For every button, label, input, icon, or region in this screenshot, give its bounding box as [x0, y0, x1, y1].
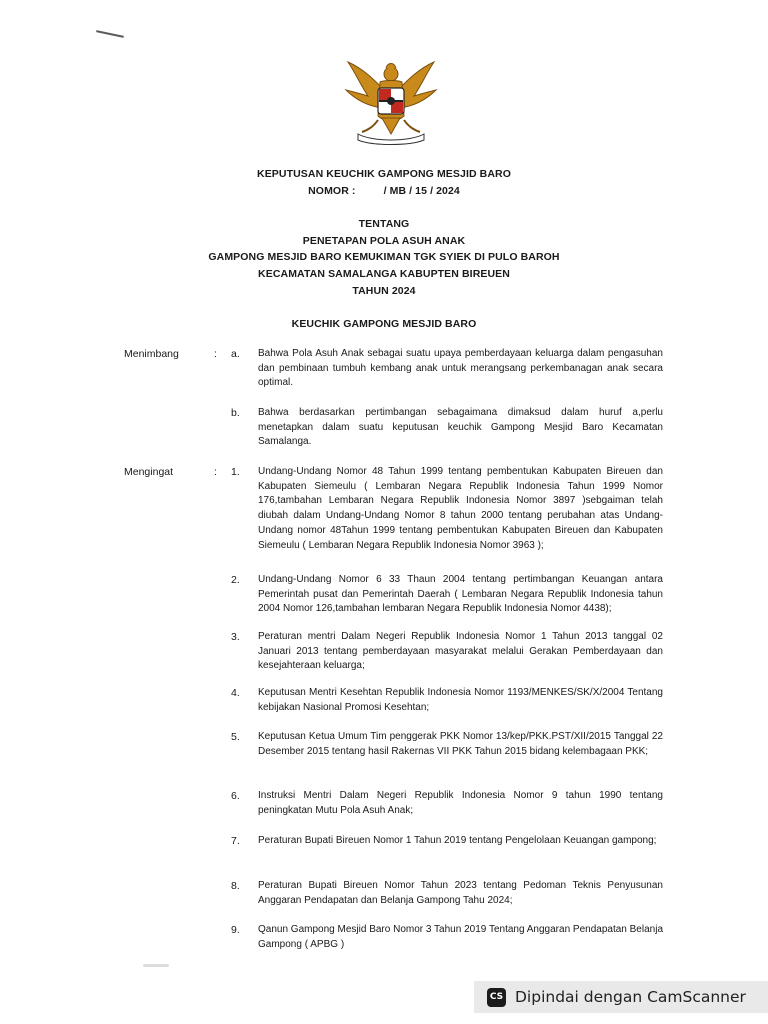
mengingat-marker: 8. [231, 880, 240, 892]
mengingat-label: Mengingat [124, 466, 174, 478]
menimbang-marker: b. [231, 407, 240, 419]
mengingat-item: Peraturan mentri Dalam Negeri Republik Indonesia Nomor 1 Tahun 2013 tanggal 02 Januari 2013 tentang pemberdayaan masyarakat melalui Gerakan Pemberdayaan dan kesejahteraan keluarga; [258, 631, 663, 672]
camscanner-text: Dipindai dengan CamScanner [515, 988, 746, 1006]
camscanner-logo-icon: CS [487, 988, 506, 1007]
menimbang-label: Menimbang [124, 348, 179, 360]
mengingat-item: Keputusan Ketua Umum Tim penggerak PKK Nomor 13/kep/PKK.PST/XII/2015 Tanggal 22 Desember 2015 tentang hasil Rakernas VII PKK Tahun 2015 bidang kelembagaan PKK; [258, 731, 663, 757]
mengingat-item: Undang-Undang Nomor 48 Tahun 1999 tentang pembentukan Kabupaten Bireuen dan Kabupaten Siemeulu ( Lembaran Negara Republik Indonesia Tahun 1999 Nomor 176,tambahan Lembaran Negara Republik Indonesia Nomor 3897 )sebgaiman telah diubah dalam Undang-Undang Nomor 8 tahun 2000 tentang perubahan atas Undang-Undang nomor 48Tahun 1999 tentang pembentukan Kabupaten Bireuen dan Kabupaten Siemeulu ( Lembaran Negara Republik Indonesia Nomor 3963 ); [258, 466, 663, 551]
menimbang-marker: a. [231, 348, 240, 360]
about-heading: TENTANG [358, 218, 410, 230]
garuda-emblem-icon [338, 54, 444, 146]
number-label: NOMOR : [308, 185, 356, 197]
menimbang-colon: : [214, 348, 217, 360]
menimbang-item: Bahwa Pola Asuh Anak sebagai suatu upaya pemberdayaan keluarga dalam pengasuhan dan pembinaan tumbuh kembang anak untuk merangsang perkembanagan anak secara optimal. [258, 348, 663, 389]
mengingat-item: Qanun Gampong Mesjid Baro Nomor 3 Tahun 2019 Tentang Anggaran Pendapatan Belanja Gampong ( APBG ) [258, 924, 663, 950]
decree-title: KEPUTUSAN KEUCHIK GAMPONG MESJID BARO [257, 168, 511, 180]
mengingat-marker: 5. [231, 731, 240, 743]
mengingat-marker: 9. [231, 924, 240, 936]
subject-line-3: KECAMATAN SAMALANGA KABUPTEN BIREUEN [258, 268, 510, 280]
number-value: / MB / 15 / 2024 [383, 185, 460, 197]
pen-stroke-mark [96, 30, 124, 38]
decree-number [0, 185, 768, 197]
camscanner-watermark [474, 981, 768, 1013]
mengingat-marker: 7. [231, 835, 240, 847]
subject-line-1: PENETAPAN POLA ASUH ANAK [302, 235, 466, 247]
menimbang-item: Bahwa berdasarkan pertimbangan sebagaimana dimaksud dalam huruf a,perlu menetapkan dalam suatu keputusan keuchik Gampong Mesjid Baro Kecamatan Samalanga. [258, 407, 663, 448]
subject-line-4: TAHUN 2024 [352, 285, 416, 297]
mengingat-marker: 6. [231, 790, 240, 802]
mengingat-marker: 4. [231, 687, 240, 699]
mengingat-item: Instruksi Mentri Dalam Negeri Republik Indonesia Nomor 9 tahun 1990 tentang peningkatan Mutu Pola Asuh Anak; [258, 790, 663, 816]
mengingat-marker: 3. [231, 631, 240, 643]
mengingat-item: Keputusan Mentri Kesehtan Republik Indonesia Nomor 1193/MENKES/SK/X/2004 Tentang kebijakan Nasional Promosi Kesehtan; [258, 687, 663, 713]
issuer-heading: KEUCHIK GAMPONG MESJID BARO [291, 318, 477, 330]
mengingat-colon: : [214, 466, 217, 478]
subject-line-2: GAMPONG MESJID BARO KEMUKIMAN TGK SYIEK DI PULO BAROH [208, 251, 560, 263]
scan-smudge [143, 964, 169, 967]
mengingat-marker: 2. [231, 574, 240, 586]
mengingat-item: Undang-Undang Nomor 6 33 Thaun 2004 tentang pertimbangan Keuangan antara Pemerintah pusat dan Pemerintah Daerah ( Lembaran Negara Republik Indonesia tahun 2004 Nomor 126,tambahan lembaran Negara Republik Indonesia Nomor 4438); [258, 574, 663, 615]
mengingat-item: Peraturan Bupati Bireuen Nomor Tahun 2023 tentang Pedoman Teknis Penyusunan Anggaran Pendapatan dan Belanja Gampong Tahu 2024; [258, 880, 663, 906]
mengingat-marker: 1. [231, 466, 240, 478]
mengingat-item: Peraturan Bupati Bireuen Nomor 1 Tahun 2019 tentang Pengelolaan Keuangan gampong; [258, 835, 657, 846]
